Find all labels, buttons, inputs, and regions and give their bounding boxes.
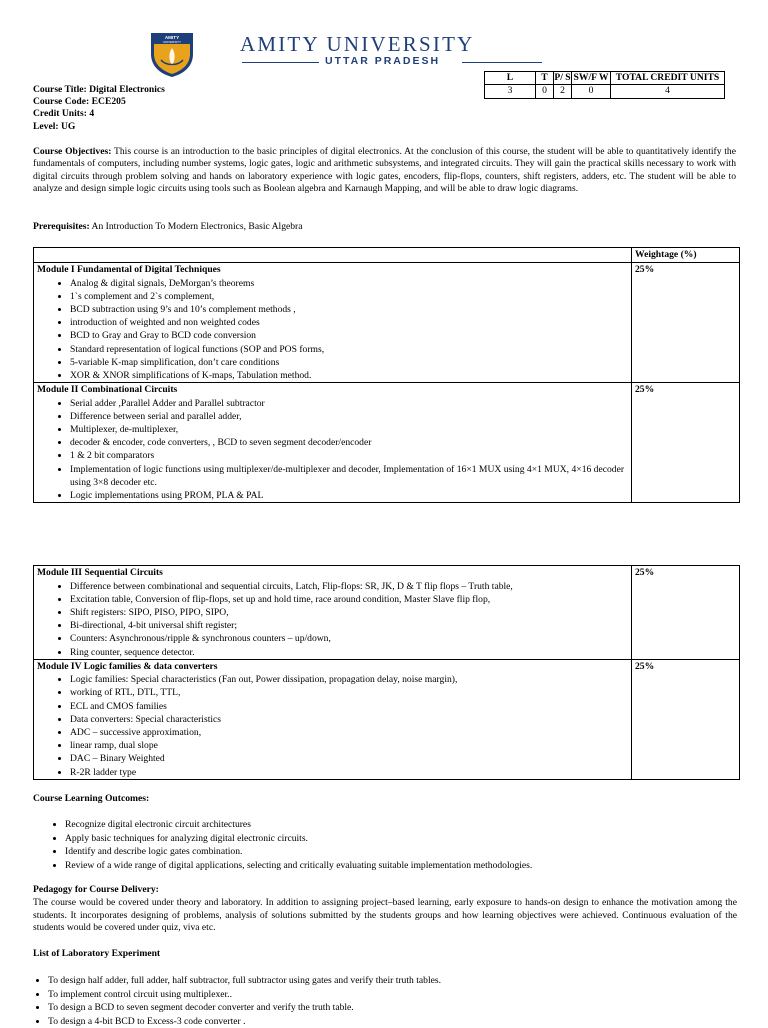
list-item: • Shift registers: SIPO, PISO, PIPO, SIPO, xyxy=(70,606,628,619)
credits-value-l: 3 xyxy=(485,85,536,98)
module-2-list xyxy=(37,397,628,503)
list-item: • ADC – successive approximation, xyxy=(70,726,628,739)
list-item: • To design a 4-bit BCD to Excess-3 code converter . xyxy=(48,1015,748,1028)
list-item: • Analog & digital signals, DeMorgan’s theorems xyxy=(70,277,628,290)
list-item: • Identify and describe logic gates combination. xyxy=(65,845,765,859)
credits-value-total: 4 xyxy=(611,85,725,98)
list-item: • Multiplexer, de-multiplexer, xyxy=(70,423,628,436)
module-3-cell xyxy=(34,566,632,660)
module-row-3 xyxy=(34,566,740,660)
module-3-weight: 25% xyxy=(632,566,740,660)
campus-line xyxy=(242,55,542,69)
module-row-2 xyxy=(34,383,740,503)
learning-outcomes-list xyxy=(33,818,765,872)
learning-outcomes-title: Course Learning Outcomes: xyxy=(33,793,149,805)
list-item: • Recognize digital electronic circuit architectures xyxy=(65,818,765,832)
list-item: • ECL and CMOS families xyxy=(70,700,628,713)
course-objectives xyxy=(33,146,736,195)
list-item: • 5-variable K-map simplification, don’t care conditions xyxy=(70,356,628,369)
list-item: • decoder & encoder, code converters, , BCD to seven segment decoder/encoder xyxy=(70,436,628,449)
objectives-label: Course Objectives: xyxy=(33,146,111,157)
list-item: • To design a BCD to seven segment decoder converter and verify the truth table. xyxy=(48,1001,748,1015)
credits-header-l: L xyxy=(485,72,536,85)
credits-value-t: 0 xyxy=(536,85,554,98)
pedagogy-text: The course would be covered under theory and laboratory. In addition to assigning project–based learning, early exposure to hands-on design to enhance the motivation among the students. It incorporates designing of problems, analysis of solutions submitted by the students groups and how learning objectives were achieved. Continuous evaluation of the students would be covered under quiz, viva etc. xyxy=(33,897,737,935)
objectives-text: This course is an introduction to the basic principles of digital electronics. At the conclusion of this course, the student will be able to quantitatively identify the fundamentals of computers, including number systems, logic gates, logic and arithmetic subsystems, and integrated circuits. They will gain the practical skills necessary to work with digital circuits through problem solving and hands on laboratory experience with logic gates, encoders, flip-flops, counters, shift registers, adders, etc. The student will be able to analyze and design simple logic circuits using tools such as Boolean algebra and Karnaugh Mapping, and will be able to draw logic diagrams. xyxy=(33,146,736,194)
list-item: • 1 & 2 bit comparators xyxy=(70,449,628,462)
campus-rule-right xyxy=(462,62,542,63)
module-table-1 xyxy=(33,247,740,503)
list-item: • R-2R ladder type xyxy=(70,766,628,779)
lab-title: List of Laboratory Experiment xyxy=(33,948,160,960)
svg-text:UNIVERSITY: UNIVERSITY xyxy=(163,40,181,44)
credits-value-ps: 2 xyxy=(554,85,572,98)
module-4-list xyxy=(37,673,628,779)
course-title: Course Title: Digital Electronics xyxy=(33,84,165,96)
credits-value-row xyxy=(485,85,725,98)
list-item: • Logic families: Special characteristics (Fan out, Power dissipation, propagation delay, noise margin), xyxy=(70,673,628,686)
list-item: • XOR & XNOR simplifications of K-maps, Tabulation method. xyxy=(70,369,628,382)
list-item: • To implement control circuit using multiplexer.. xyxy=(48,988,748,1002)
list-item: • Data converters: Special characteristics xyxy=(70,713,628,726)
list-item: • 1`s complement and 2`s complement, xyxy=(70,290,628,303)
module-1-list xyxy=(37,277,628,383)
module-4-weight: 25% xyxy=(632,659,740,779)
lab-experiment-list xyxy=(16,974,748,1028)
module-row-4 xyxy=(34,659,740,779)
module-1-title: Module I Fundamental of Digital Techniques xyxy=(37,263,628,277)
module-1-weight: 25% xyxy=(632,263,740,383)
course-info xyxy=(33,84,165,133)
prerequisites-text: An Introduction To Modern Electronics, Basic Algebra xyxy=(90,221,303,232)
module-2-weight: 25% xyxy=(632,383,740,503)
weightage-header-row xyxy=(34,248,740,263)
list-item: • Counters: Asynchronous/ripple & synchronous counters – up/down, xyxy=(70,632,628,645)
list-item: • BCD to Gray and Gray to BCD code conversion xyxy=(70,329,628,342)
module-2-cell xyxy=(34,383,632,503)
module-table-2 xyxy=(33,565,740,780)
list-item: • Bi-directional, 4-bit universal shift register; xyxy=(70,619,628,632)
weightage-header: Weightage (%) xyxy=(632,248,740,263)
list-item: • Difference between combinational and sequential circuits, Latch, Flip-flops: SR, JK, D & T flip flops – Truth table, xyxy=(70,580,628,593)
credits-header-swfw: SW/F W xyxy=(572,72,611,85)
list-item: • Standard representation of logical functions (SOP and POS forms, xyxy=(70,343,628,356)
credit-units: Credit Units: 4 xyxy=(33,108,165,120)
list-item: • Excitation table, Conversion of flip-flops, set up and hold time, race around condition, Master Slave flip flop, xyxy=(70,593,628,606)
credits-table xyxy=(484,71,725,99)
credits-header-total: TOTAL CREDIT UNITS xyxy=(611,72,725,85)
credits-value-swfw: 0 xyxy=(572,85,611,98)
credits-header-ps: P/ S xyxy=(554,72,572,85)
credits-header-row xyxy=(485,72,725,85)
module-2-title: Module II Combinational Circuits xyxy=(37,383,628,397)
list-item: • Review of a wide range of digital applications, selecting and critically evaluating suitable implementation methodologies. xyxy=(65,859,765,873)
list-item: • Difference between serial and parallel adder, xyxy=(70,410,628,423)
credits-header-t: T xyxy=(536,72,554,85)
list-item: • DAC – Binary Weighted xyxy=(70,752,628,765)
module-3-title: Module III Sequential Circuits xyxy=(37,566,628,580)
module-row-1 xyxy=(34,263,740,383)
header-empty-cell xyxy=(34,248,632,263)
course-code: Course Code: ECE205 xyxy=(33,96,165,108)
module-3-list xyxy=(37,580,628,659)
amity-logo xyxy=(147,30,197,78)
campus-name: UTTAR PRADESH xyxy=(325,55,440,68)
prerequisites xyxy=(33,221,303,233)
list-item: • working of RTL, DTL, TTL, xyxy=(70,686,628,699)
module-4-title: Module IV Logic families & data converters xyxy=(37,660,628,674)
campus-rule-left xyxy=(242,62,319,63)
list-item: • Serial adder ,Parallel Adder and Parallel subtractor xyxy=(70,397,628,410)
module-1-cell xyxy=(34,263,632,383)
pedagogy-title: Pedagogy for Course Delivery: xyxy=(33,884,159,896)
list-item: • Logic implementations using PROM, PLA & PAL xyxy=(70,489,628,502)
list-item: • BCD subtraction using 9’s and 10’s complement methods , xyxy=(70,303,628,316)
list-item: • Implementation of logic functions using multiplexer/de-multiplexer and decoder, Implementation of 16×1 MUX using 4×1 MUX, 4×16 decoder using 3×8 decoder etc. xyxy=(70,463,628,489)
university-name: AMITY UNIVERSITY xyxy=(240,32,475,56)
list-item: • To design half adder, full adder, half subtractor, full subtractor using gates and verify their truth tables. xyxy=(48,974,748,988)
module-4-cell xyxy=(34,659,632,779)
list-item: • linear ramp, dual slope xyxy=(70,739,628,752)
list-item: • Ring counter, sequence detector. xyxy=(70,646,628,659)
list-item: • introduction of weighted and non weighted codes xyxy=(70,316,628,329)
prerequisites-label: Prerequisites: xyxy=(33,221,90,232)
list-item: • Apply basic techniques for analyzing digital electronic circuits. xyxy=(65,832,765,846)
svg-text:AMITY: AMITY xyxy=(165,35,179,40)
course-level: Level: UG xyxy=(33,121,165,133)
